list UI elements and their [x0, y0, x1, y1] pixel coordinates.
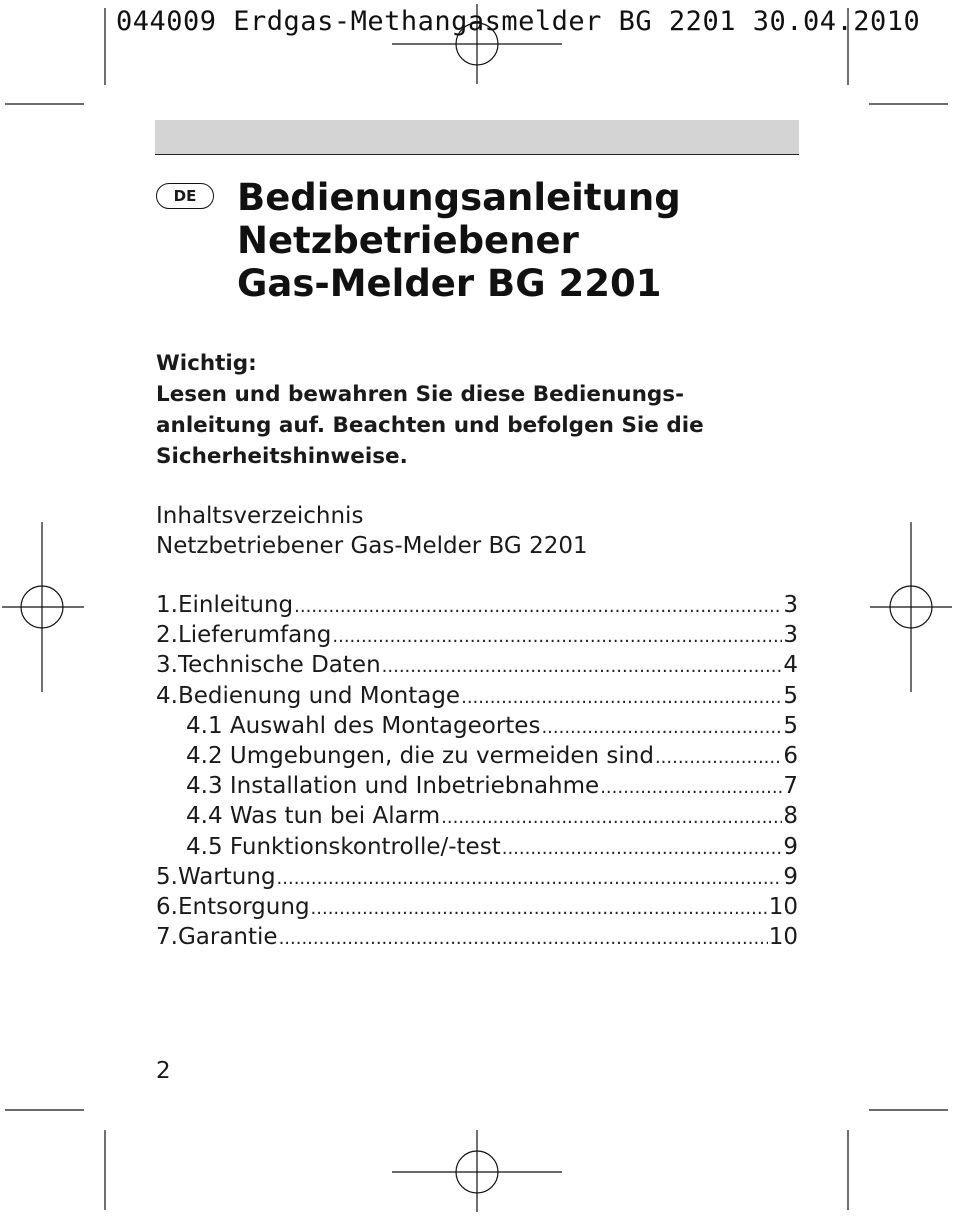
- toc-leader: [461, 681, 782, 713]
- important-line-3: Sicherheitshinweise.: [156, 444, 408, 469]
- toc-number: 1.: [156, 592, 178, 618]
- toc-leader: [279, 922, 768, 954]
- toc-entry[interactable]: [156, 590, 798, 620]
- important-line-2: anleitung auf. Beachten und befolgen Sie die: [156, 413, 704, 438]
- toc-leader: [502, 832, 783, 864]
- toc-page: 3: [783, 622, 798, 649]
- toc-leader: [441, 801, 782, 833]
- toc-leader: [541, 711, 782, 743]
- toc-subentry[interactable]: [156, 771, 798, 801]
- important-notice: [156, 348, 796, 472]
- toc-number: 3.: [156, 652, 178, 679]
- toc-label: Einleitung: [177, 592, 294, 618]
- important-line-1: Lesen und bewahren Sie diese Bedienungs-: [156, 382, 685, 407]
- toc-subentry[interactable]: [156, 711, 798, 741]
- toc-label: 4.4 Was tun bei Alarm: [186, 803, 441, 830]
- toc-label: 4.2 Umgebungen, die zu vermeiden sind: [186, 742, 654, 769]
- toc-leader: [311, 892, 768, 924]
- toc-page: 9: [783, 833, 798, 860]
- toc-page: 4: [783, 652, 798, 679]
- toc-leader: [600, 771, 782, 803]
- toc-number: 2.: [156, 622, 178, 649]
- toc-heading-line-2: Netzbetriebener Gas-Melder BG 2201: [156, 533, 588, 559]
- toc-entry[interactable]: [156, 892, 798, 922]
- toc-entry[interactable]: [156, 650, 798, 680]
- toc-entry[interactable]: [156, 620, 798, 650]
- toc-page: 9: [783, 863, 798, 890]
- toc-leader: [655, 741, 782, 773]
- toc-number: 6.: [156, 893, 178, 920]
- title-line-3: Gas-Melder BG 2201: [237, 262, 662, 305]
- toc-page: 10: [768, 924, 798, 951]
- toc-leader: [277, 862, 783, 894]
- toc-label: Entsorgung: [177, 893, 310, 920]
- page-number: 2: [156, 1058, 171, 1084]
- title-line-2: Netzbetriebener: [237, 219, 579, 262]
- toc-label: Wartung: [177, 863, 276, 890]
- toc-label: Technische Daten: [177, 652, 381, 679]
- toc-leader: [332, 620, 782, 652]
- important-heading: Wichtig:: [156, 351, 257, 376]
- toc-label: Bedienung und Montage: [177, 682, 461, 709]
- print-header: 044009 Erdgas-Methangasmelder BG 2201 30.04.2010: [116, 6, 921, 37]
- language-badge: DE: [156, 183, 214, 209]
- page-title: [237, 176, 797, 305]
- toc-leader: [294, 590, 782, 622]
- toc-heading-line-1: Inhaltsverzeichnis: [156, 503, 364, 529]
- toc-page: 5: [783, 712, 798, 739]
- table-of-contents: [156, 590, 798, 952]
- toc-subentry[interactable]: [156, 741, 798, 771]
- toc-page: 8: [783, 803, 798, 830]
- toc-page: 6: [783, 742, 798, 769]
- title-line-1: Bedienungsanleitung: [237, 176, 681, 219]
- toc-leader: [382, 650, 783, 682]
- toc-label: 4.1 Auswahl des Montageortes: [186, 712, 541, 739]
- toc-subentry[interactable]: [156, 832, 798, 862]
- toc-entry[interactable]: [156, 681, 798, 711]
- toc-entry[interactable]: [156, 922, 798, 952]
- toc-label: Garantie: [177, 924, 278, 951]
- toc-number: 7.: [156, 924, 178, 951]
- toc-number: 5.: [156, 863, 178, 890]
- toc-label: 4.3 Installation und Inbetriebnahme: [186, 773, 600, 800]
- toc-label: 4.5 Funktionskontrolle/-test: [186, 833, 501, 860]
- toc-heading: [156, 501, 796, 561]
- toc-page: 7: [783, 773, 798, 800]
- toc-page: 3: [783, 592, 798, 618]
- toc-page: 10: [768, 893, 798, 920]
- toc-entry[interactable]: [156, 862, 798, 892]
- toc-subentry[interactable]: [156, 801, 798, 831]
- toc-number: 4.: [156, 682, 178, 709]
- header-band: [155, 120, 799, 155]
- toc-label: Lieferumfang: [177, 622, 332, 649]
- toc-page: 5: [783, 682, 798, 709]
